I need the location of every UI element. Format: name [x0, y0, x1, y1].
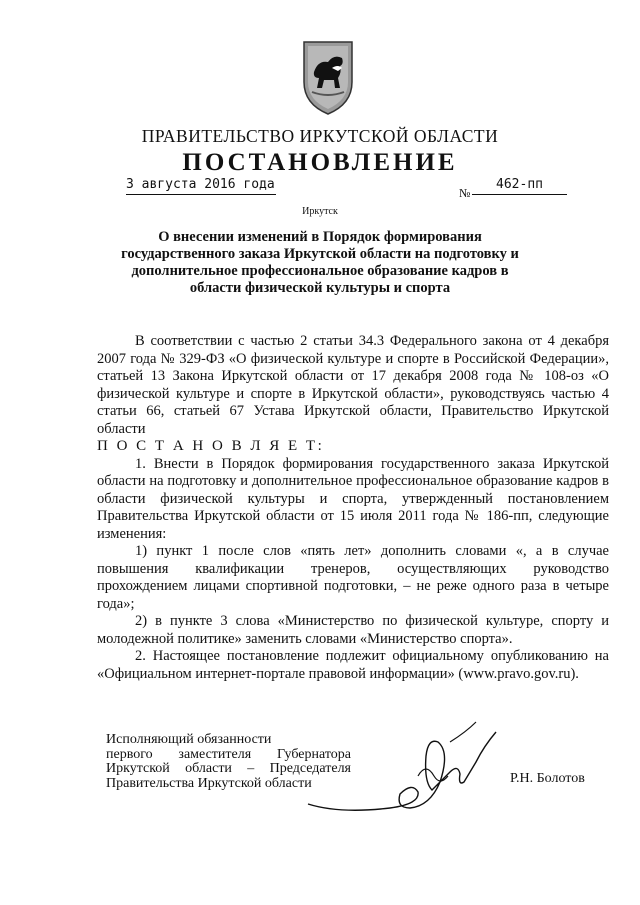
document-number-label: №: [459, 186, 471, 200]
document-date: 3 августа 2016 года: [126, 177, 276, 195]
decree-word: П О С Т А Н О В Л Я Е Т:: [97, 438, 325, 454]
position-line: Исполняющий обязанности: [106, 732, 272, 747]
position-line: первого заместителя Губернатора: [106, 746, 351, 762]
document-body: [97, 333, 609, 683]
document-city: Иркутск: [302, 206, 338, 217]
item-2-paragraph: 2. Настоящее постановление подлежит официальному опубликованию на «Официальном интернет-портале правовой информации» (www.pravo.gov.ru).: [97, 648, 609, 682]
signer-name: Р.Н. Болотов: [510, 771, 585, 786]
document-number: 462-пп: [472, 177, 567, 195]
item-1-paragraph: 1. Внести в Порядок формирования государственного заказа Иркутской области на подготовку и дополнительное профессиональное образование кадров в области физической культуры и спорта, утвержденный постановлением Правительства Иркутской области от 15 июля 2011 года № 186-пп, следующие изменения:: [97, 455, 609, 542]
position-line: Правительства Иркутской области: [106, 775, 312, 791]
handwritten-signature-icon: [300, 712, 500, 822]
item-1-2-paragraph: 2) в пункте 3 слова «Министерство по физической культуре, спорту и молодежной политике» заменить словами «Министерство спорта».: [97, 613, 609, 647]
preamble-paragraph: В соответствии с частью 2 статьи 34.3 Федерального закона от 4 декабря 2007 года № 329-ФЗ «О физической культуре и спорте в Российской Федерации», статьей 13 Закона Иркутской области от 17 декабря 2008 года № 108-оз «О физической культуре и спорте в Иркутской области», руководствуясь частью 4 статьи 66, статьей 67 Устава Иркутской области, Правительство Иркутской области: [97, 333, 609, 437]
document-subject: О внесении изменений в Порядок формирования государственного заказа Иркутской области на подготовку и дополнительное профессиональное образование кадров в области физической культуры и спорта: [121, 229, 519, 296]
government-name: ПРАВИТЕЛЬСТВО ИРКУТСКОЙ ОБЛАСТИ: [141, 126, 499, 146]
item-1-1-paragraph: 1) пункт 1 после слов «пять лет» дополнить словами «, а в случае повышения квалификации тренеров, осуществляющих руководство прохождением лицами спортивной подготовки, – не реже одного раза в четыре года»;: [97, 543, 609, 612]
coat-of-arms-icon: [298, 38, 358, 116]
document-type-title: ПОСТАНОВЛЕНИЕ: [182, 149, 458, 176]
position-line: Иркутской области – Председателя: [106, 761, 351, 776]
